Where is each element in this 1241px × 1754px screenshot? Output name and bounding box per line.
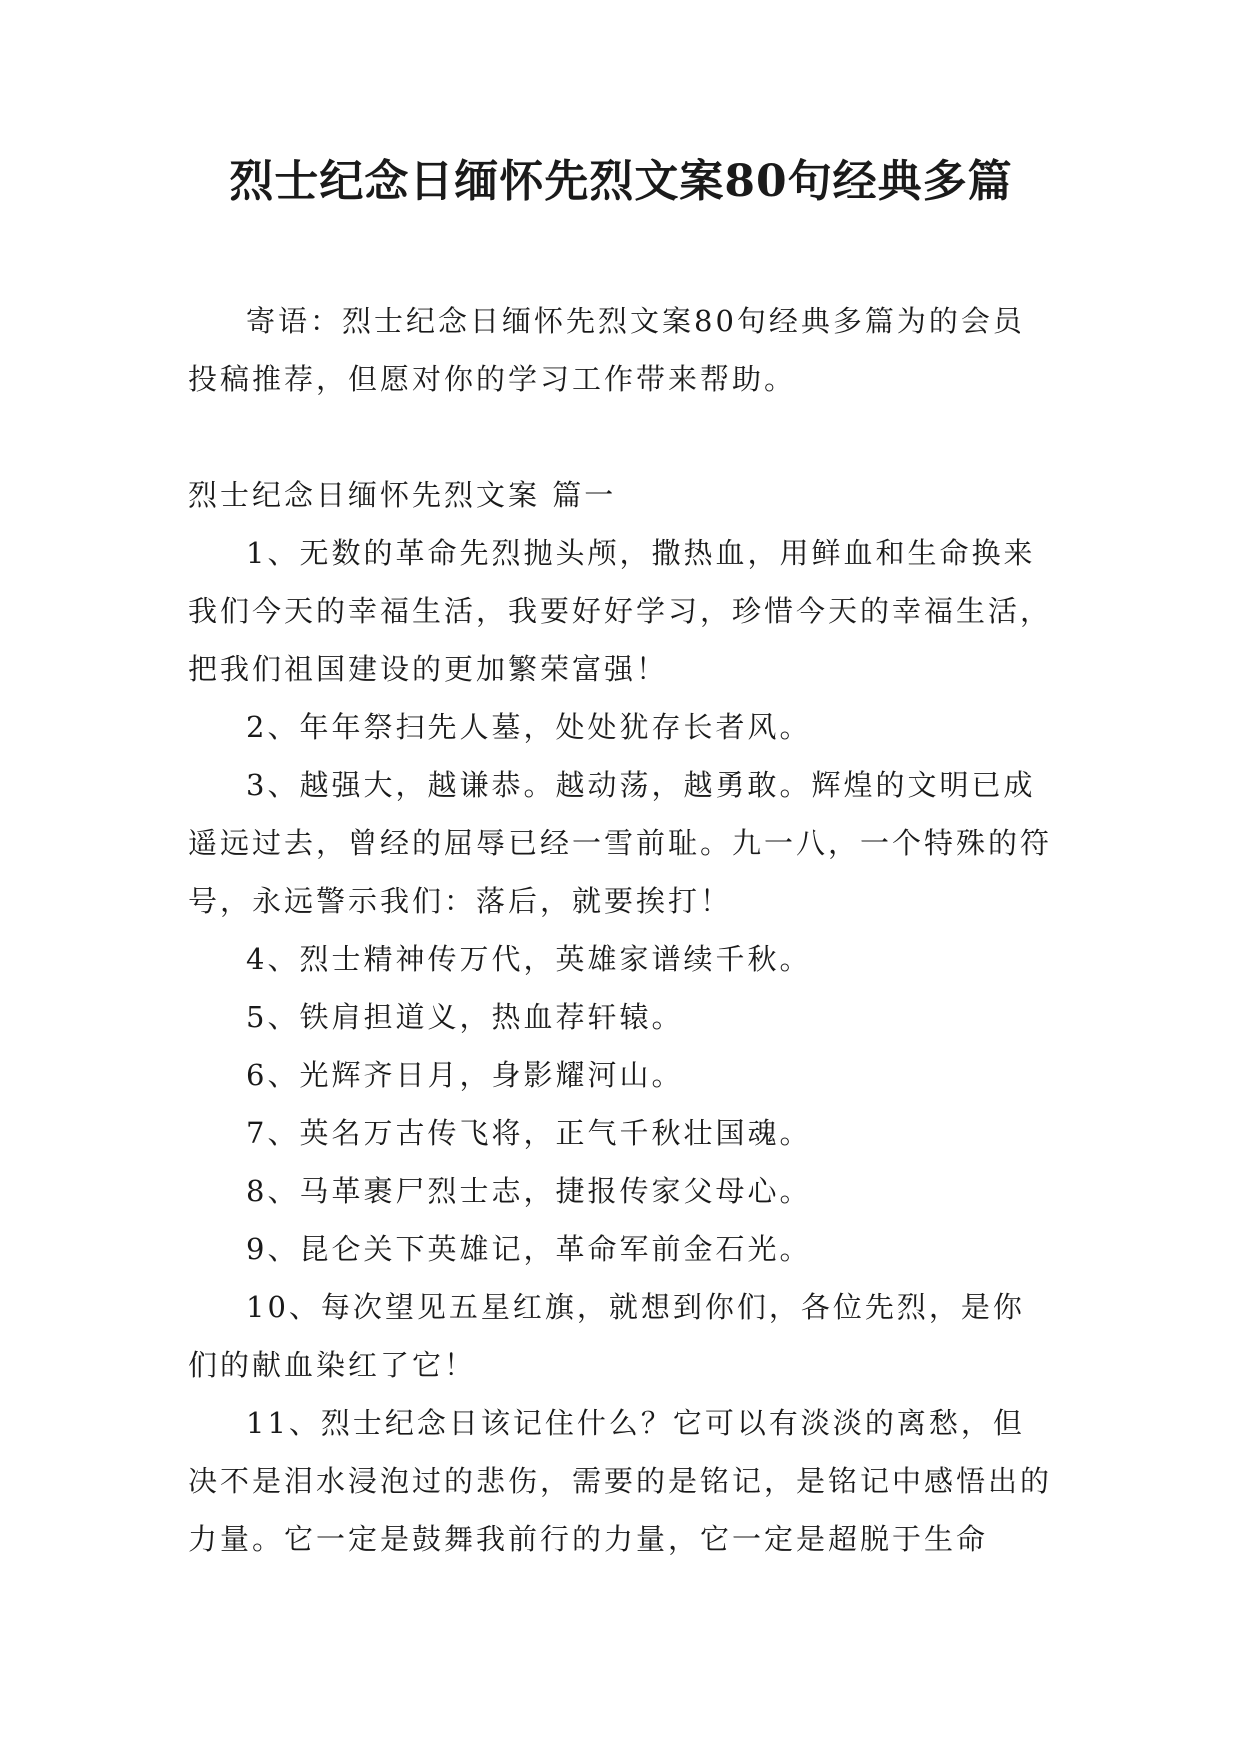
list-item: 5、铁肩担道义，热血荐轩辕。 xyxy=(246,1000,684,1034)
document-body xyxy=(188,292,1054,1568)
list-item: 11、烈士纪念日该记住什么？它可以有淡淡的离愁，但决不是泪水浸泡过的悲伤，需要的是铭记，是铭记中感悟出的力量。它一定是鼓舞我前行的力量，它一定是超脱于生命 xyxy=(188,1406,1053,1556)
list-item: 3、越强大，越谦恭。越动荡，越勇敢。辉煌的文明已成遥远过去，曾经的屈辱已经一雪前耻。九一八，一个特殊的符号，永远警示我们：落后，就要挨打！ xyxy=(188,768,1053,918)
document-title: 烈士纪念日缅怀先烈文案80句经典多篇 xyxy=(229,156,1013,207)
list-item: 2、年年祭扫先人墓，处处犹存长者风。 xyxy=(246,710,812,744)
list-item: 10、每次望见五星红旗，就想到你们，各位先烈，是你们的献血染红了它！ xyxy=(188,1290,1025,1382)
section-heading: 烈士纪念日缅怀先烈文案 篇一 xyxy=(188,478,617,512)
list-item: 7、英名万古传飞将，正气千秋壮国魂。 xyxy=(246,1116,812,1150)
list-item: 9、昆仑关下英雄记，革命军前金石光。 xyxy=(246,1232,812,1266)
document-page xyxy=(188,0,1054,1754)
list-item: 8、马革裹尸烈士志，捷报传家父母心。 xyxy=(246,1174,812,1208)
list-item: 1、无数的革命先烈抛头颅，撒热血，用鲜血和生命换来我们今天的幸福生活，我要好好学习，珍惜今天的幸福生活，把我们祖国建设的更加繁荣富强！ xyxy=(188,536,1053,686)
list-item: 6、光辉齐日月，身影耀河山。 xyxy=(246,1058,684,1092)
intro-paragraph: 寄语：烈士纪念日缅怀先烈文案80句经典多篇为的会员投稿推荐，但愿对你的学习工作带来帮助。 xyxy=(188,304,1025,396)
list-item: 4、烈士精神传万代，英雄家谱续千秋。 xyxy=(246,942,812,976)
